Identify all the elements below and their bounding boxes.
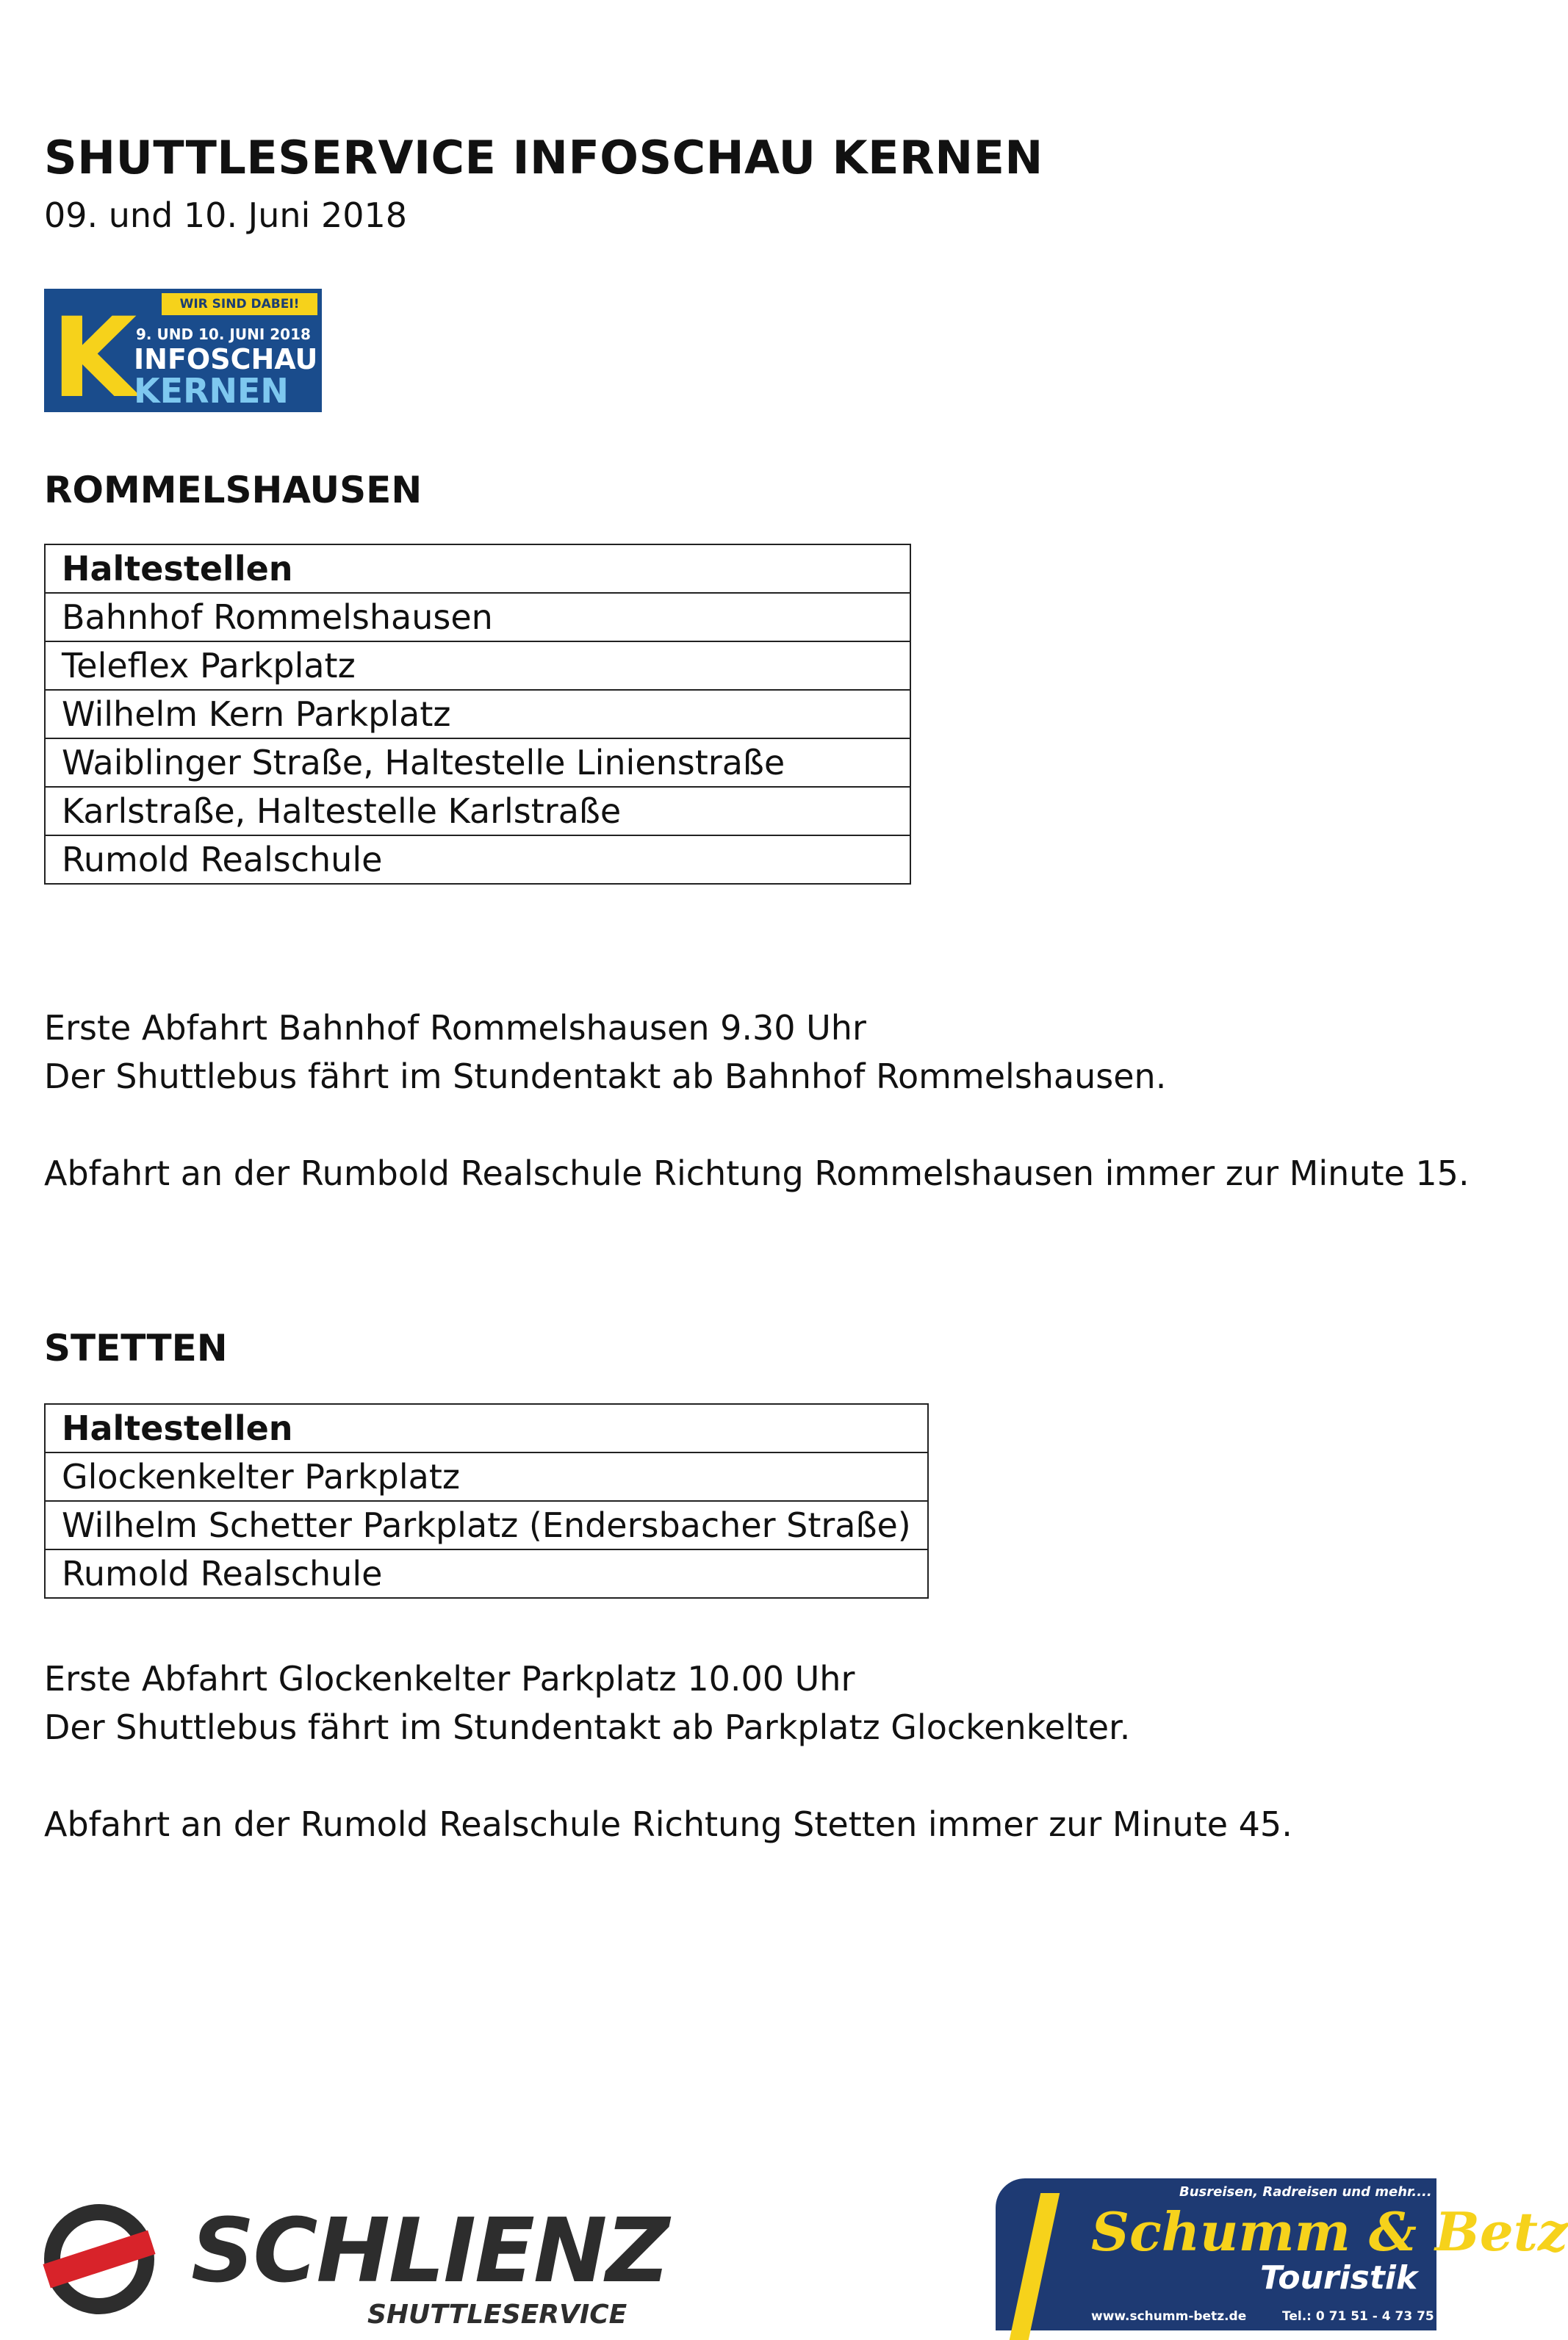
stop-cell: Wilhelm Kern Parkplatz xyxy=(45,690,910,738)
table-header-row xyxy=(45,1404,928,1452)
schlienz-subline: SHUTTLESERVICE xyxy=(367,2300,627,2330)
section-title-stetten: STETTEN xyxy=(44,1327,228,1369)
stop-cell: Waiblinger Straße, Haltestelle Linienstraße xyxy=(45,738,910,787)
table-row xyxy=(45,641,910,690)
schumm-touristik: Touristik xyxy=(1260,2259,1418,2297)
table-row xyxy=(45,1452,928,1501)
table-row xyxy=(45,738,910,787)
section-title-rommelshausen: ROMMELSHAUSEN xyxy=(44,469,422,511)
frequency-rommelshausen: Der Shuttlebus fährt im Stundentakt ab Bahnhof Rommelshausen. xyxy=(44,1056,1167,1096)
table-row xyxy=(45,835,910,884)
table-row xyxy=(45,787,910,835)
first-departure-stetten: Erste Abfahrt Glockenkelter Parkplatz 10.00 Uhr xyxy=(44,1659,855,1699)
stop-cell: Rumold Realschule xyxy=(45,1549,928,1598)
schumm-tagline: Busreisen, Radreisen und mehr.... xyxy=(1179,2184,1432,2200)
table-row xyxy=(45,1549,928,1598)
stops-table-rommelshausen xyxy=(44,544,911,885)
event-date: 09. und 10. Juni 2018 xyxy=(44,195,408,235)
return-info-rommelshausen: Abfahrt an der Rumbold Realschule Richtung Rommelshausen immer zur Minute 15. xyxy=(44,1153,1470,1193)
schumm-name: Schumm & Betz xyxy=(1091,2200,1568,2263)
infoschau-logo xyxy=(44,289,322,422)
stop-cell: Karlstraße, Haltestelle Karlstraße xyxy=(45,787,910,835)
logo-letter: K xyxy=(51,295,137,422)
stops-table-stetten xyxy=(44,1403,929,1599)
schumm-phone: Tel.: 0 71 51 - 4 73 75 xyxy=(1282,2309,1434,2324)
logo-band: WIR SIND DABEI! xyxy=(162,293,317,315)
table-row xyxy=(45,1501,928,1549)
first-departure-rommelshausen: Erste Abfahrt Bahnhof Rommelshausen 9.30 Uhr xyxy=(44,1008,866,1048)
page-title: SHUTTLESERVICE INFOSCHAU KERNEN xyxy=(44,131,1043,184)
table-header-cell: Haltestellen xyxy=(45,544,910,593)
schlienz-wordmark: SCHLIENZ xyxy=(191,2200,669,2303)
table-row xyxy=(45,593,910,641)
stop-cell: Teleflex Parkplatz xyxy=(45,641,910,690)
table-header-cell: Haltestellen xyxy=(45,1404,928,1452)
return-info-stetten: Abfahrt an der Rumold Realschule Richtung Stetten immer zur Minute 45. xyxy=(44,1804,1292,1844)
table-header-row xyxy=(45,544,910,593)
schumm-website: www.schumm-betz.de xyxy=(1091,2309,1247,2324)
stop-cell: Bahnhof Rommelshausen xyxy=(45,593,910,641)
logo-date: 9. UND 10. JUNI 2018 xyxy=(136,325,311,343)
stop-cell: Wilhelm Schetter Parkplatz (Endersbacher Straße) xyxy=(45,1501,928,1549)
yellow-stripe-icon xyxy=(1010,2193,1060,2340)
table-row xyxy=(45,690,910,738)
stop-cell: Rumold Realschule xyxy=(45,835,910,884)
logo-line1: INFOSCHAU xyxy=(134,343,318,375)
schlienz-logo xyxy=(44,2197,669,2330)
schlienz-emblem-icon xyxy=(44,2204,154,2314)
logo-line2: KERNEN xyxy=(134,371,289,411)
stop-cell: Glockenkelter Parkplatz xyxy=(45,1452,928,1501)
frequency-stetten: Der Shuttlebus fährt im Stundentakt ab Parkplatz Glockenkelter. xyxy=(44,1707,1131,1747)
schumm-betz-logo xyxy=(996,2178,1568,2330)
